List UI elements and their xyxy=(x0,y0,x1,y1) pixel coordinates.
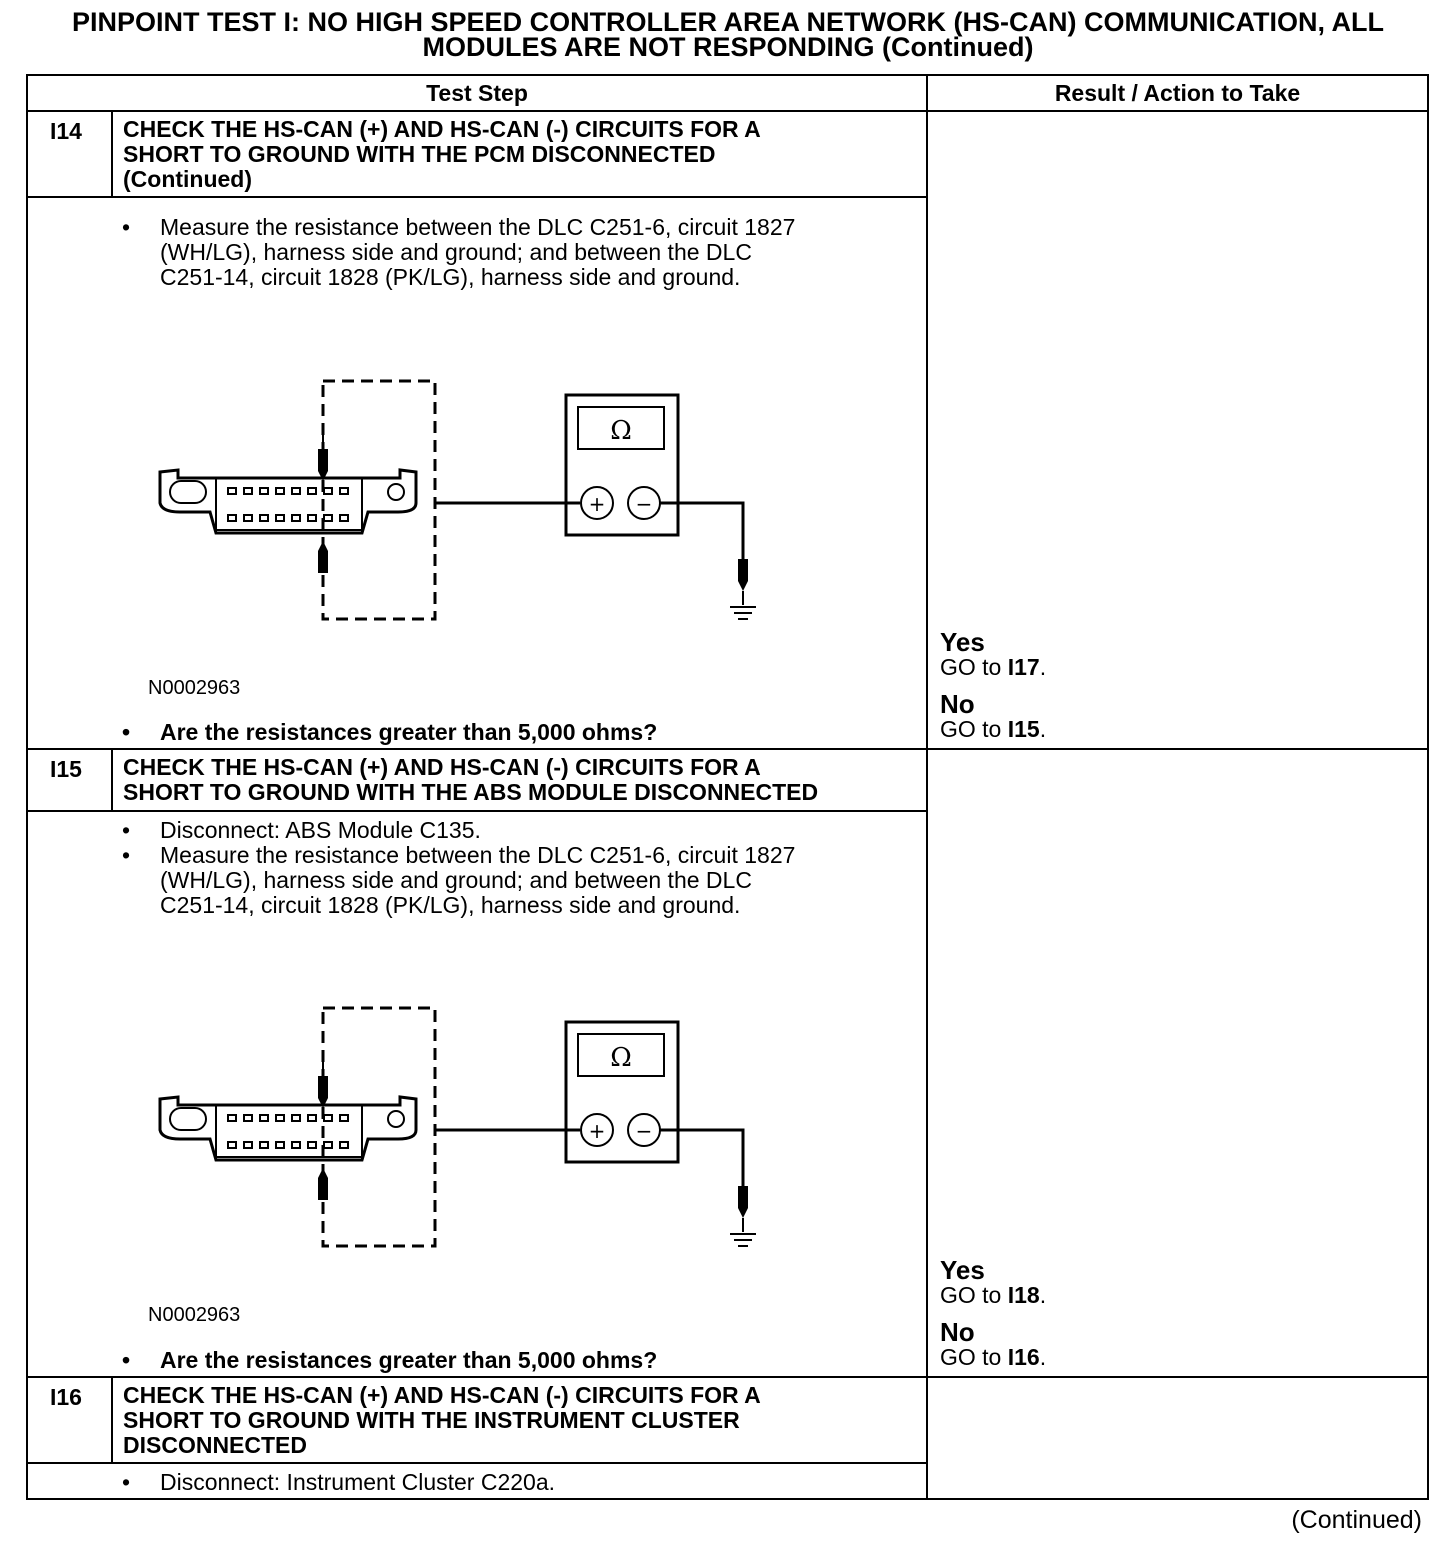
result-label: Yes xyxy=(940,1255,985,1285)
step-divider-i15 xyxy=(26,748,1429,750)
instruction-line: Disconnect: ABS Module C135. xyxy=(160,817,481,843)
dlc-connector xyxy=(160,470,416,533)
probe-top xyxy=(318,429,328,481)
bullet-mark: • xyxy=(122,1469,131,1495)
go-to-i16-link[interactable]: I16 xyxy=(1007,1344,1040,1370)
instruction-line: Measure the resistance between the DLC C251-6, circuit 1827 xyxy=(160,842,796,868)
lead-to-ground xyxy=(660,1130,743,1186)
step-title-i16-line-1: CHECK THE HS-CAN (+) AND HS-CAN (-) CIRCUITS FOR A xyxy=(123,1382,761,1408)
instruction-line: (WH/LG), harness side and ground; and between the DLC xyxy=(160,239,752,265)
result-action-text: GO to xyxy=(940,654,1008,680)
result-label: No xyxy=(940,1317,975,1347)
dlc-connector xyxy=(160,1097,416,1160)
question-text: Are the resistances greater than 5,000 ohms? xyxy=(160,1347,658,1373)
result-action-end: . xyxy=(1039,654,1047,680)
figure-id-i15: N0002963 xyxy=(148,1304,241,1326)
resistance-test-diagram-i14 xyxy=(150,375,770,635)
result-no-i15 xyxy=(940,1317,1047,1370)
resistance-test-diagram-i15 xyxy=(150,1002,770,1262)
bullet-mark: • xyxy=(122,719,131,745)
test-lead-box xyxy=(323,381,435,619)
bullet-mark: • xyxy=(122,842,131,868)
figure-id-i14: N0002963 xyxy=(148,677,241,699)
go-to-i17-link[interactable]: I17 xyxy=(1007,654,1040,680)
result-action-text: GO to xyxy=(940,716,1008,742)
instruction-line: (WH/LG), harness side and ground; and between the DLC xyxy=(160,867,752,893)
probe-bottom xyxy=(318,1168,328,1200)
instruction-line: Disconnect: Instrument Cluster C220a. xyxy=(160,1469,556,1495)
step-title-i15-line-1: CHECK THE HS-CAN (+) AND HS-CAN (-) CIRCUITS FOR A xyxy=(123,754,761,780)
question-text: Are the resistances greater than 5,000 ohms? xyxy=(160,719,658,745)
ground-probe xyxy=(738,1186,748,1218)
instruction-text xyxy=(160,215,795,290)
minus-terminal: − xyxy=(635,492,653,516)
step-title-i14-line-1: CHECK THE HS-CAN (+) AND HS-CAN (-) CIRCUITS FOR A xyxy=(123,116,761,142)
result-yes-i15 xyxy=(940,1255,1047,1308)
minus-terminal: − xyxy=(635,1119,653,1143)
result-action-text: GO to xyxy=(940,1344,1008,1370)
ohm-symbol: Ω xyxy=(610,1043,632,1073)
result-no-i14 xyxy=(940,689,1047,742)
step-title-i14-line-3: (Continued) xyxy=(123,166,253,192)
result-label: No xyxy=(940,689,975,719)
dlc-pins-bottom xyxy=(228,1142,348,1148)
header-result: Result / Action to Take xyxy=(1054,80,1301,106)
step-id-i14: I14 xyxy=(50,118,82,144)
instruction-line: C251-14, circuit 1828 (PK/LG), harness side and ground. xyxy=(160,892,741,918)
table-border-right xyxy=(1427,74,1429,1500)
table-border-top xyxy=(26,74,1429,76)
probe-bottom xyxy=(318,541,328,573)
result-action-text: GO to xyxy=(940,1282,1008,1308)
result-action xyxy=(940,655,1046,680)
result-action xyxy=(940,1345,1046,1370)
step-id-divider-i15 xyxy=(111,748,113,810)
step-title-i14-line-2: SHORT TO GROUND WITH THE PCM DISCONNECTED xyxy=(123,141,716,167)
page-title-line-1: PINPOINT TEST I: NO HIGH SPEED CONTROLLER AREA NETWORK (HS-CAN) COMMUNICATION, ALL xyxy=(72,7,1384,37)
header-test-step: Test Step xyxy=(426,80,528,106)
step-id-divider-i16 xyxy=(111,1376,113,1462)
probe-top xyxy=(318,1056,328,1108)
header-divider xyxy=(26,110,1429,112)
result-yes-i14 xyxy=(940,627,1047,680)
test-lead-box xyxy=(323,1008,435,1246)
table-border-bottom xyxy=(26,1498,1429,1500)
instruction-text xyxy=(160,1470,555,1495)
step-id-i15: I15 xyxy=(50,756,82,782)
go-to-i18-link[interactable]: I18 xyxy=(1007,1282,1040,1308)
lead-to-ground xyxy=(660,503,743,559)
step-id-divider-i14 xyxy=(111,110,113,196)
ohmmeter xyxy=(566,395,678,535)
step-title-divider-i15 xyxy=(26,810,928,812)
result-action-end: . xyxy=(1039,1344,1047,1370)
dlc-pins-bottom xyxy=(228,515,348,521)
step-title-i16-line-3: DISCONNECTED xyxy=(123,1432,308,1458)
dlc-pins-top xyxy=(228,488,348,494)
go-to-i15-link[interactable]: I15 xyxy=(1007,716,1040,742)
result-action-end: . xyxy=(1039,1282,1047,1308)
instruction-line: Measure the resistance between the DLC C251-6, circuit 1827 xyxy=(160,214,796,240)
page-title xyxy=(26,7,1430,62)
step-title-i16 xyxy=(123,1383,761,1458)
result-action xyxy=(940,1283,1046,1308)
step-id-i16: I16 xyxy=(50,1384,82,1410)
column-divider xyxy=(926,74,928,1500)
result-action xyxy=(940,717,1046,742)
bullet-mark: • xyxy=(122,817,131,843)
step-divider-i16 xyxy=(26,1376,1429,1378)
instruction-line: C251-14, circuit 1828 (PK/LG), harness side and ground. xyxy=(160,264,741,290)
plus-terminal: + xyxy=(588,492,606,516)
step-title-i15 xyxy=(123,755,818,805)
step-title-i15-line-2: SHORT TO GROUND WITH THE ABS MODULE DISCONNECTED xyxy=(123,779,819,805)
step-title-divider-i14 xyxy=(26,196,928,198)
ohm-symbol: Ω xyxy=(610,416,632,446)
step-title-i16-line-2: SHORT TO GROUND WITH THE INSTRUMENT CLUSTER xyxy=(123,1407,740,1433)
continued-note: (Continued) xyxy=(1291,1506,1422,1534)
result-action-end: . xyxy=(1039,716,1047,742)
result-label: Yes xyxy=(940,627,985,657)
ground-symbol xyxy=(730,591,756,619)
instruction-text xyxy=(160,818,481,843)
dlc-pins-top xyxy=(228,1115,348,1121)
bullet-mark: • xyxy=(122,214,131,240)
ground-probe xyxy=(738,559,748,591)
bullet-mark: • xyxy=(122,1347,131,1373)
instruction-text xyxy=(160,843,795,918)
ground-symbol xyxy=(730,1218,756,1246)
ohmmeter xyxy=(566,1022,678,1162)
step-title-divider-i16 xyxy=(26,1462,928,1464)
plus-terminal: + xyxy=(588,1119,606,1143)
table-border-left xyxy=(26,74,28,1500)
page-title-line-2: MODULES ARE NOT RESPONDING (Continued) xyxy=(422,32,1034,62)
step-title-i14 xyxy=(123,117,761,192)
